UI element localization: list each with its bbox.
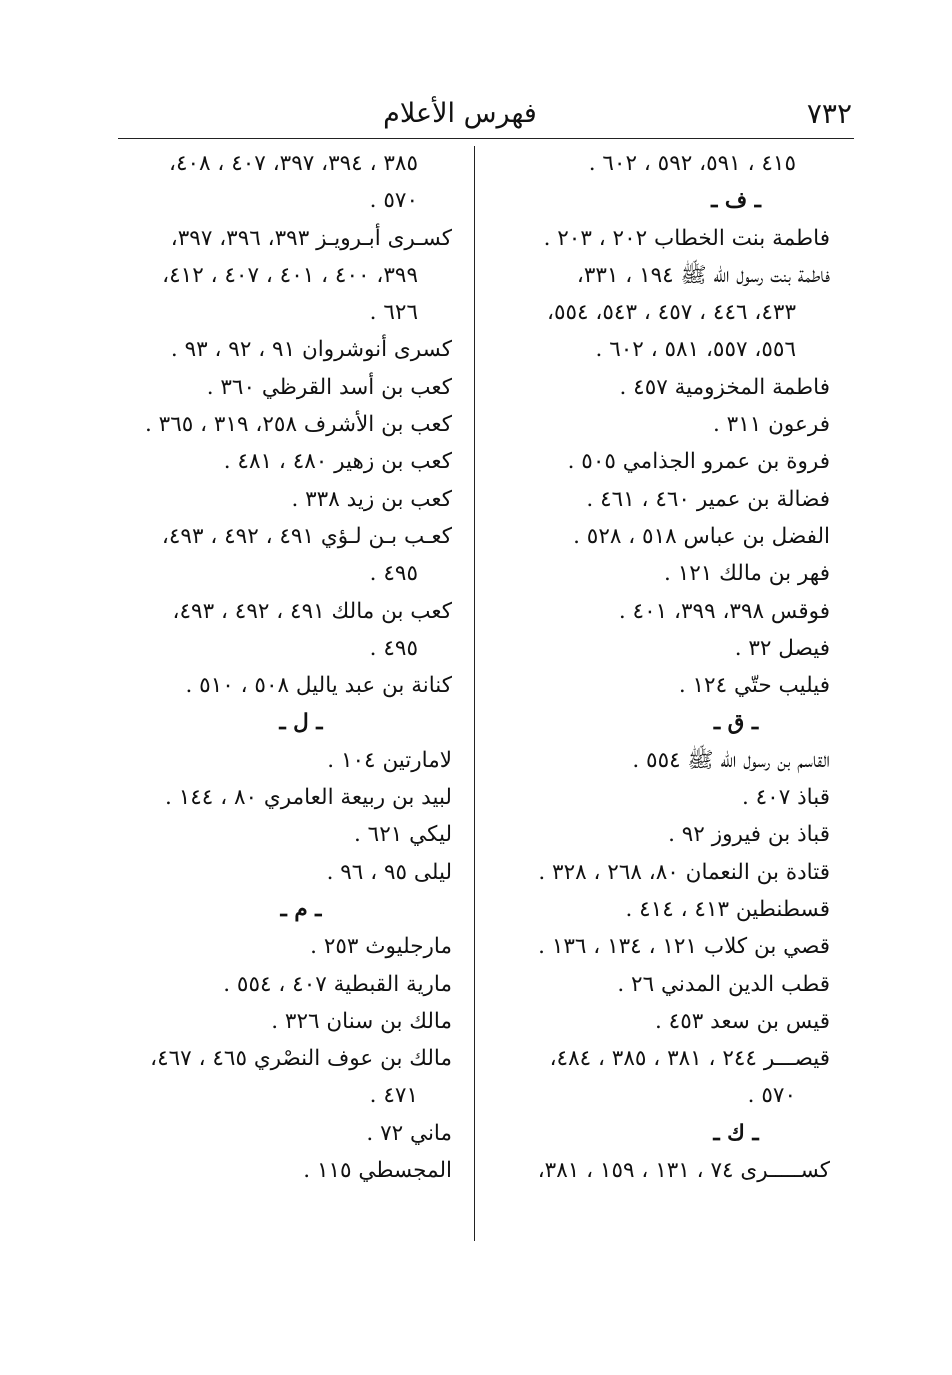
index-entry: كعب بن مالك ٤٩١ ، ٤٩٢ ، ٤٩٣،: [172, 598, 452, 624]
index-entry: كعب بن أسد القرظي ٣٦٠ .: [206, 374, 452, 400]
index-column-left: [110, 145, 452, 1189]
index-entry: مالك بن سنان ٣٢٦ .: [271, 1008, 452, 1034]
index-entry-continuation: ٤٧١ .: [369, 1083, 418, 1109]
index-entry: ماني ٧٢ .: [366, 1120, 452, 1146]
page-title: فهرس الأعلام: [383, 98, 537, 129]
index-entry: فضالة بن عمير ٤٦٠ ، ٤٦١ .: [586, 486, 830, 512]
index-entry-continuation: ٦٢٦ .: [369, 300, 418, 326]
index-entry: فاطمة بنت الخطاب ٢٠٢ ، ٢٠٣ .: [543, 225, 830, 251]
index-entry: ليلى ٩٥ ، ٩٦ .: [326, 859, 452, 885]
index-entry-continuation: ٤٩٥ .: [369, 635, 418, 661]
section-letter-heading: ـ ق ـ: [713, 710, 759, 736]
index-entry: قيس بن سعد ٤٥٣ .: [654, 1008, 830, 1034]
index-entry-continuation: ٣٨٥ ، ٣٩٤، ٣٩٧، ٤٠٧ ، ٤٠٨،: [168, 151, 418, 176]
index-entry: قباذ بن فيروز ٩٢ .: [668, 822, 830, 848]
index-entry: كسـرى أبـرويـز ٣٩٣، ٣٩٦، ٣٩٧،: [170, 225, 452, 251]
header-rule: [118, 138, 854, 139]
index-entry: فرعون ٣١١ .: [712, 412, 830, 438]
index-entry: مارجليوث ٢٥٣ .: [310, 934, 452, 960]
index-entry: فوقس ٣٩٨، ٣٩٩، ٤٠١ .: [618, 598, 830, 624]
column-divider: [474, 146, 475, 1241]
index-entry: كعـب بـن لـؤي ٤٩١ ، ٤٩٢ ، ٤٩٣،: [161, 523, 452, 549]
index-entry: قباذ ٤٠٧ .: [741, 785, 830, 811]
index-entry: لبيد بن ربيعة العامري ٨٠ ، ١٤٤ .: [165, 785, 452, 811]
section-letter-heading: ـ ل ـ: [279, 710, 323, 736]
index-entry: مارية القبطية ٤٠٧ ، ٥٥٤ .: [223, 971, 452, 997]
index-entry-continuation: ٤٣٣، ٤٤٦ ، ٤٥٧ ، ٥٤٣، ٥٥٤،: [546, 300, 796, 326]
index-entry: الفضل بن عباس ٥١٨ ، ٥٢٨ .: [573, 523, 830, 549]
page-number: ٧٣٢: [806, 97, 852, 130]
index-entry: قطب الدين المدني ٢٦ .: [617, 971, 830, 997]
index-entry: قسطنطين ٤١٣ ، ٤١٤ .: [625, 896, 830, 922]
index-entry: فروة بن عمرو الجذامي ٥٠٥ .: [567, 449, 830, 475]
index-entry: المجسطي ١١٥ .: [303, 1158, 452, 1184]
section-letter-heading: ـ ف ـ: [711, 188, 761, 214]
index-entry-continuation: ٥٥٦، ٥٥٧، ٥٨١ ، ٦٠٢ .: [595, 337, 796, 363]
index-entry: ليكي ٦٢١ .: [354, 822, 452, 848]
index-entry: كعب بن زيد ٣٣٨ .: [291, 486, 452, 512]
index-entry: كعب بن زهير ٤٨٠ ، ٤٨١ .: [223, 449, 452, 475]
index-entry: قتادة بن النعمان ٨٠، ٢٦٨ ، ٣٢٨ .: [538, 859, 830, 885]
index-entry: مالك بن عوف النصْري ٤٦٥ ، ٤٦٧،: [150, 1046, 452, 1072]
index-entry: كسرى أنوشروان ٩١ ، ٩٢ ، ٩٣ .: [170, 337, 452, 363]
index-entry: فيليب حتّي ١٢٤ .: [678, 673, 830, 699]
index-entry: قصي بن كلاب ١٢١ ، ١٣٤ ، ١٣٦ .: [538, 934, 830, 960]
index-entry: قيصـــر ٢٤٤ ، ٣٨١ ، ٣٨٥ ، ٤٨٤،: [549, 1046, 830, 1072]
index-entry: كعب بن الأشرف ٢٥٨، ٣١٩ ، ٣٦٥ .: [144, 412, 452, 438]
index-entry: كســـــرى ٧٤ ، ١٣١ ، ١٥٩ ، ٣٨١،: [537, 1158, 830, 1184]
index-entry-continuation: ٤٩٥ .: [369, 561, 418, 587]
index-entry-continuation: ٣٩٩، ٤٠٠ ، ٤٠١ ، ٤٠٧ ، ٤١٢،: [162, 262, 418, 288]
index-entry: كنانة بن عبد ياليل ٥٠٨ ، ٥١٠ .: [185, 673, 452, 699]
index-entry: فاطمة المخزومية ٤٥٧ .: [619, 374, 830, 400]
index-entry-continuation: ٤١٥ ، ٥٩١، ٥٩٢ ، ٦٠٢ .: [588, 151, 796, 176]
section-letter-heading: ـ ك ـ: [713, 1120, 759, 1146]
section-letter-heading: ـ م ـ: [280, 896, 322, 922]
index-entry: فاطمة بنت رسول الله ﷺ ١٩٤ ، ٣٣١،: [576, 262, 830, 288]
index-entry: فهر بن مالك ١٢١ .: [664, 561, 830, 587]
index-column-right: [492, 145, 830, 1189]
index-entry-continuation: ٥٧٠ .: [747, 1083, 796, 1109]
index-entry: القاسم بن رسول الله ﷺ ٥٥٤ .: [632, 747, 830, 773]
index-entry-continuation: ٥٧٠ .: [369, 188, 418, 214]
index-entry: فيصل ٣٢ .: [734, 635, 830, 661]
index-entry: لامارتين ١٠٤ .: [327, 747, 452, 773]
